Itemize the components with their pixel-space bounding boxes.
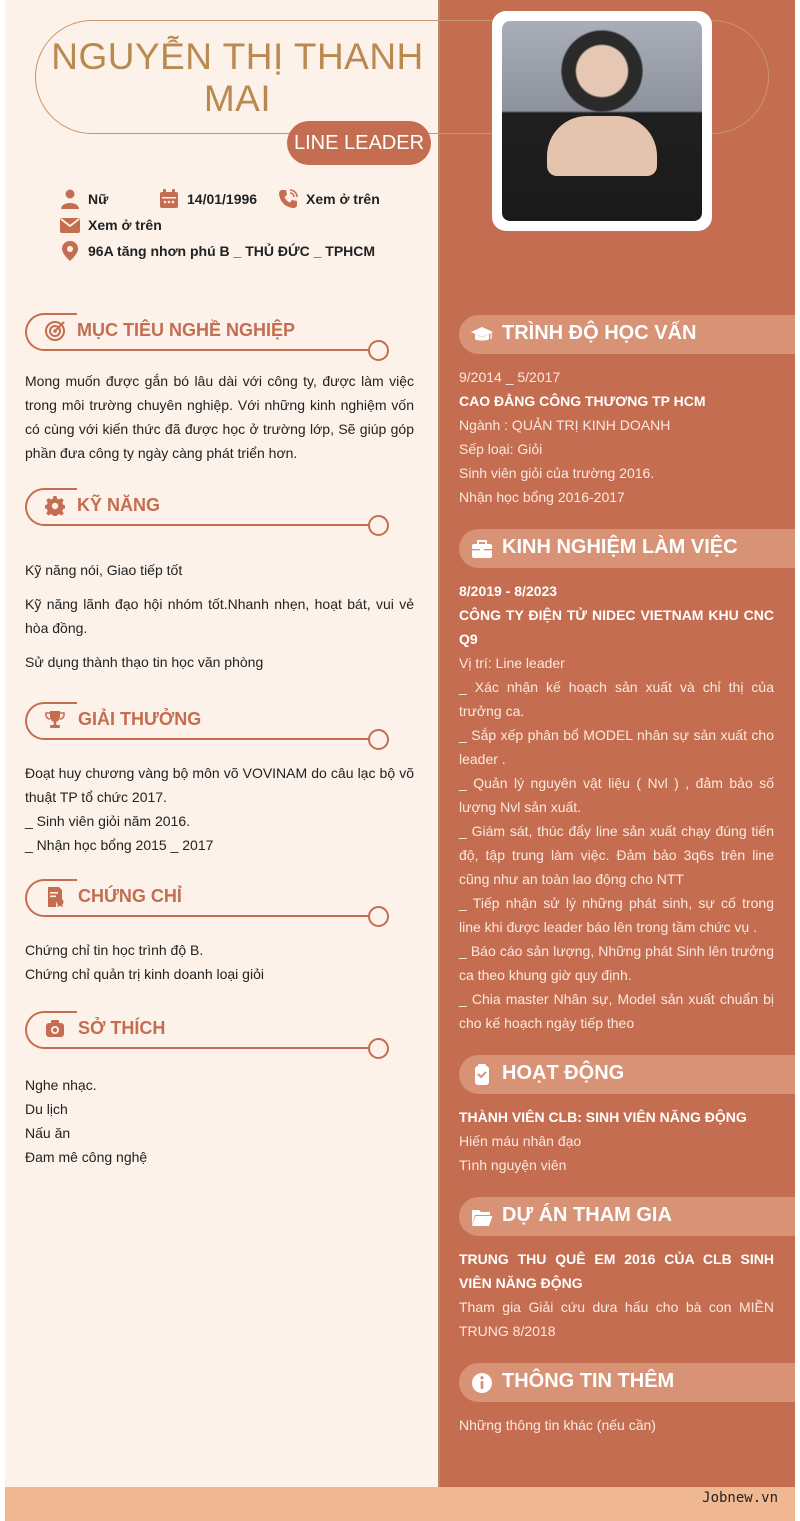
objective-header [25, 313, 389, 351]
list-item: Sử dụng thành thạo tin học văn phòng [25, 654, 264, 670]
camera-icon [45, 1019, 65, 1039]
list-item: Hiến máu nhân đạo [459, 1133, 582, 1149]
education-period: 9/2014 _ 5/2017 [459, 369, 561, 385]
gear-icon [45, 496, 65, 516]
more-info-header [459, 1363, 795, 1402]
list-item: Những thông tin khác (nếu cần) [459, 1417, 656, 1433]
list-item: Chứng chỉ quản trị kinh doanh loại giỏi [25, 966, 264, 982]
list-item: Ngành : QUẢN TRỊ KINH DOANH [459, 417, 671, 433]
list-item: Tham gia Giải cứu dưa hấu cho bà con MIỀN TRUNG 8/2018 [459, 1299, 774, 1339]
dob-info: 14/01/1996 [159, 189, 257, 209]
phone-icon [278, 189, 298, 209]
info-icon [471, 1372, 493, 1394]
section-title: CHỨNG CHỈ [78, 886, 182, 906]
address-info: 96A tăng nhơn phú B _ THỦ ĐỨC _ TPHCM [60, 241, 375, 261]
list-item: Nấu ăn [25, 1125, 71, 1141]
awards-header [25, 702, 389, 740]
trophy-icon [45, 710, 65, 730]
education-header [459, 315, 795, 354]
list-item: Nhận học bổng 2016-2017 [459, 489, 625, 505]
briefcase-icon [471, 538, 493, 560]
location-pin-icon [60, 241, 80, 261]
experience-content [459, 579, 774, 1035]
objective-text: Mong muốn được gắn bó lâu dài với công ty, được làm việc trong môi trường chuyên nghiệp. Với những kinh nghiệm vốn có cùng với kiến thức đã được học ở trường lớp, Sẽ giúp góp phần đưa công ty ngày càng phát triển hơn. [25, 373, 414, 461]
email-info: Xem ở trên [60, 215, 162, 235]
footer-brand[interactable]: Jobnew.vn [702, 1490, 778, 1506]
list-item: Du lịch [25, 1101, 68, 1117]
experience-header [459, 529, 795, 568]
column-divider [438, 0, 440, 1487]
section-title: THÔNG TIN THÊM [502, 1370, 675, 1392]
list-item: _ Báo cáo sản lượng, Những phát Sinh lên trưởng ca theo khung giờ quy định. [459, 943, 774, 983]
list-item: Vị trí: Line leader [459, 655, 565, 671]
experience-period: 8/2019 - 8/2023 [459, 583, 558, 599]
certificates-header [25, 879, 389, 917]
list-item: _ Tiếp nhận sử lý những phát sinh, sự cố trong line khi được leader báo lên trong tầm chức vụ . [459, 895, 774, 935]
graduation-cap-icon [471, 324, 493, 346]
section-title: KINH NGHIỆM LÀM VIỆC [502, 536, 738, 558]
section-title: TRÌNH ĐỘ HỌC VẤN [502, 322, 697, 344]
more-info-content [459, 1413, 774, 1437]
list-item: Sinh viên giỏi của trường 2016. [459, 465, 655, 481]
section-title: SỞ THÍCH [78, 1018, 166, 1038]
folder-open-icon [471, 1206, 493, 1228]
list-item: Tình nguyện viên [459, 1157, 567, 1173]
hobbies-header [25, 1011, 389, 1049]
list-item: Kỹ năng nói, Giao tiếp tốt [25, 562, 183, 578]
list-item: Chứng chỉ tin học trình độ B. [25, 942, 204, 958]
projects-content [459, 1247, 774, 1343]
user-icon [60, 189, 80, 209]
projects-header [459, 1197, 795, 1236]
section-title: HOẠT ĐỘNG [502, 1062, 625, 1084]
list-item: _ Quản lý nguyên vật liệu ( Nvl ) , đảm bảo số lượng Nvl sản xuất. [459, 775, 774, 815]
education-school: CAO ĐẲNG CÔNG THƯƠNG TP HCM [459, 393, 706, 409]
project-name: TRUNG THU QUÊ EM 2016 CỦA CLB SINH VIÊN NĂNG ĐỘNG [459, 1251, 774, 1291]
skills-header [25, 488, 389, 526]
skills-list [25, 558, 414, 674]
awards-list [25, 761, 414, 857]
section-title: GIẢI THƯỞNG [78, 709, 202, 729]
list-item: _ Xác nhận kế hoạch sản xuất và chỉ thị của trưởng ca. [459, 679, 774, 719]
activities-content [459, 1105, 774, 1177]
section-title: MỤC TIÊU NGHỀ NGHIỆP [77, 320, 296, 340]
section-title: KỸ NĂNG [77, 495, 161, 515]
footer-bar [5, 1487, 795, 1521]
section-title: DỰ ÁN THAM GIA [502, 1204, 672, 1226]
certificates-list [25, 938, 414, 986]
list-item: Kỹ năng lãnh đạo hội nhóm tốt.Nhanh nhẹn, hoạt bát, vui vẻ hòa đồng. [25, 596, 414, 636]
education-content [459, 365, 774, 509]
badge-icon [471, 1064, 493, 1086]
list-item: Đoạt huy chương vàng bộ môn võ VOVINAM do câu lạc bộ võ thuật TP tổ chức 2017. [25, 765, 414, 805]
list-item: Sếp loại: Giỏi [459, 441, 543, 457]
list-item: _ Chia master Nhân sự, Model sản xuất chuẩn bị cho kế hoạch ngày tiếp theo [459, 991, 774, 1031]
gender-info: Nữ [60, 189, 108, 209]
target-icon [45, 321, 65, 341]
envelope-icon [60, 215, 80, 235]
hobbies-list [25, 1073, 414, 1169]
activities-org: THÀNH VIÊN CLB: SINH VIÊN NĂNG ĐỘNG [459, 1109, 747, 1125]
list-item: _ Sắp xếp phân bổ MODEL nhân sự sản xuất cho leader . [459, 727, 774, 767]
avatar [492, 11, 712, 231]
profile-photo [502, 21, 702, 221]
calendar-icon [159, 189, 179, 209]
candidate-name: NGUYỄN THỊ THANH MAI [51, 36, 424, 119]
list-item: Nghe nhạc. [25, 1077, 97, 1093]
experience-company: CÔNG TY ĐIỆN TỬ NIDEC VIETNAM KHU CNC Q9 [459, 607, 774, 647]
list-item: _ Giám sát, thúc đẩy line sản xuất chạy đúng tiến độ, tập trung làm việc. Đảm bảo 3q6s trên line cũng như an toàn lao động cho NTT [459, 823, 774, 887]
phone-info: Xem ở trên [278, 189, 380, 209]
certificate-icon [45, 887, 65, 907]
activities-header [459, 1055, 795, 1094]
list-item: Đam mê công nghệ [25, 1149, 148, 1165]
list-item: _ Nhận học bổng 2015 _ 2017 [25, 837, 214, 853]
list-item: _ Sinh viên giỏi năm 2016. [25, 813, 190, 829]
role-badge: LINE LEADER [287, 121, 431, 165]
